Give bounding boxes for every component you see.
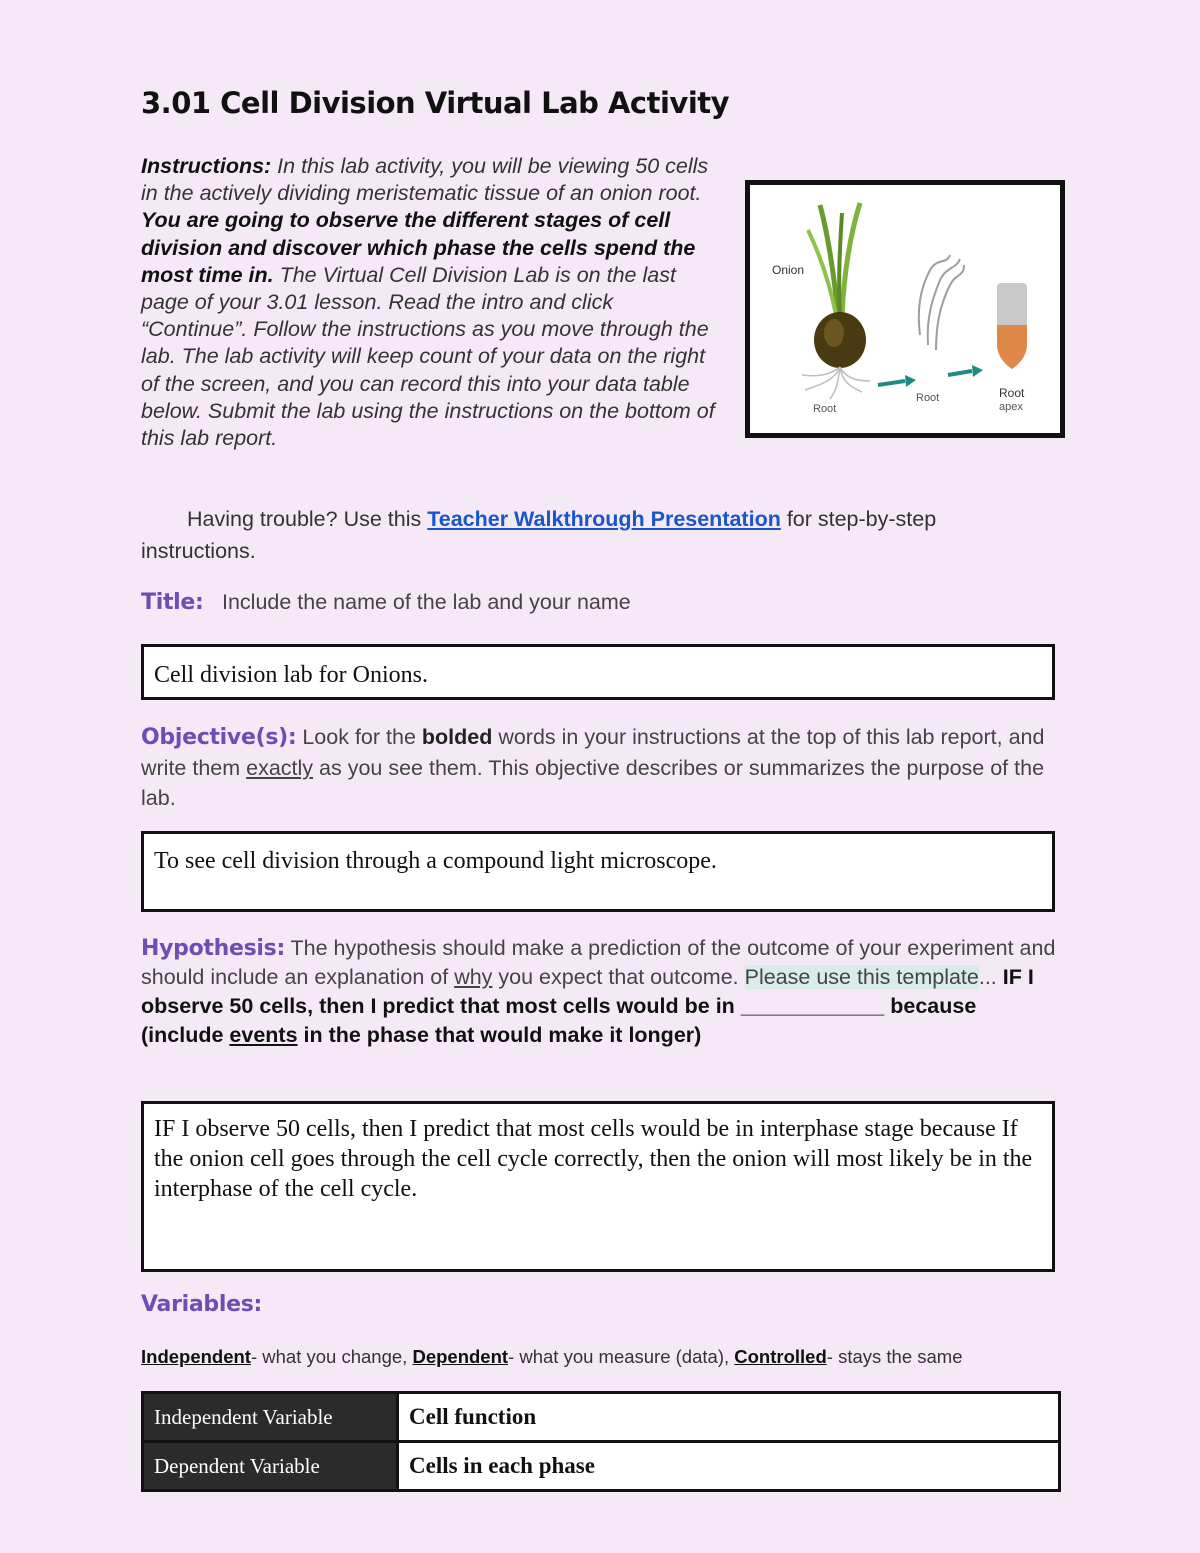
title-section: [141, 590, 631, 615]
help-text-after: for step-by-step instructions.: [141, 507, 937, 563]
instructions-intro: In this lab activity, you will be viewing 50 cells in the actively dividing meristematic tissue of an onion root.: [141, 154, 709, 206]
dependent-definition: - what you measure (data),: [508, 1346, 735, 1367]
objective-bolded-word: bolded: [421, 725, 493, 749]
variables-definitions: [141, 1346, 1055, 1368]
objective-heading: Objective(s):: [141, 725, 297, 750]
objective-exactly-word: exactly: [246, 756, 314, 780]
hypothesis-text-2: you expect that outcome.: [492, 965, 745, 989]
variables-table: [141, 1391, 1061, 1492]
title-prompt: Include the name of the lab and your name: [221, 590, 631, 614]
independent-definition: - what you change,: [250, 1346, 413, 1367]
hypothesis-ellipsis: ...: [978, 965, 1003, 989]
help-text-before: Having trouble? Use this: [187, 507, 428, 531]
walkthrough-presentation-link[interactable]: Teacher Walkthrough Presentation: [427, 507, 781, 531]
hypothesis-text-1: The hypothesis should make a prediction of the outcome of your experiment and should include an explanation of: [141, 936, 1056, 989]
controlled-term: Controlled: [734, 1346, 827, 1367]
hypothesis-template-2: in the phase that would make it longer): [297, 1023, 702, 1047]
objective-section: [141, 722, 1055, 813]
figure-label-root-isolated: Root: [916, 392, 940, 404]
instructions-bold-objective: You are going to observe the different stages of cell division and discover which phase the cells spend the most time in.: [141, 208, 696, 287]
independent-variable-value[interactable]: Cell function: [398, 1393, 1060, 1442]
figure-label-root-apex-1: Root: [999, 386, 1025, 400]
hypothesis-section: [141, 934, 1061, 1050]
instructions-paragraph: [141, 153, 721, 452]
independent-term: Independent: [141, 1346, 251, 1367]
hypothesis-template-1: IF I observe 50 cells, then I predict that most cells would be in ____________ because (include: [141, 965, 1034, 1047]
dependent-term: Dependent: [412, 1346, 509, 1367]
onion-root-figure: [745, 180, 1065, 438]
instructions-rest: The Virtual Cell Division Lab is on the last page of your 3.01 lesson. Read the intro and click “Continue”. Follow the instructions as you move through the lab. The lab activity will keep count of your data on the right of the screen, and you can record this into your data table below. Submit the lab using the instructions on the bottom of this lab report.: [141, 262, 715, 451]
instructions-label: Instructions:: [141, 154, 272, 178]
independent-variable-label: Independent Variable: [143, 1393, 398, 1442]
hypothesis-heading: Hypothesis:: [141, 936, 285, 961]
table-row: [143, 1393, 1060, 1442]
title-answer-box[interactable]: Cell division lab for Onions.: [141, 644, 1055, 700]
hypothesis-events-word: events: [229, 1023, 298, 1047]
dependent-variable-label: Dependent Variable: [143, 1442, 398, 1491]
document-title: 3.01 Cell Division Virtual Lab Activity: [141, 86, 730, 120]
hypothesis-answer-box[interactable]: IF I observe 50 cells, then I predict that most cells would be in interphase stage because If the onion cell goes through the cell cycle correctly, then the onion will most likely be in the interphase of the cell cycle.: [141, 1101, 1055, 1272]
variables-heading: Variables:: [141, 1292, 263, 1317]
objective-text-1: Look for the: [296, 725, 422, 749]
figure-label-onion: Onion: [772, 263, 805, 277]
table-row: [143, 1442, 1060, 1491]
help-paragraph: [141, 503, 1041, 567]
dependent-variable-value[interactable]: Cells in each phase: [398, 1442, 1060, 1491]
template-highlight: Please use this template: [744, 965, 979, 989]
title-heading: Title:: [141, 590, 204, 615]
objective-answer-box[interactable]: To see cell division through a compound light microscope.: [141, 831, 1055, 912]
figure-label-root: Root: [813, 403, 837, 415]
objective-text-3: as you see them. This objective describes or summarizes the purpose of the lab.: [141, 756, 1045, 810]
hypothesis-why-word: why: [454, 965, 493, 989]
objective-text-2: words in your instructions at the top of this lab report, and write them: [141, 725, 1045, 780]
controlled-definition: - stays the same: [826, 1346, 963, 1367]
figure-label-root-apex-2: apex: [999, 401, 1023, 413]
